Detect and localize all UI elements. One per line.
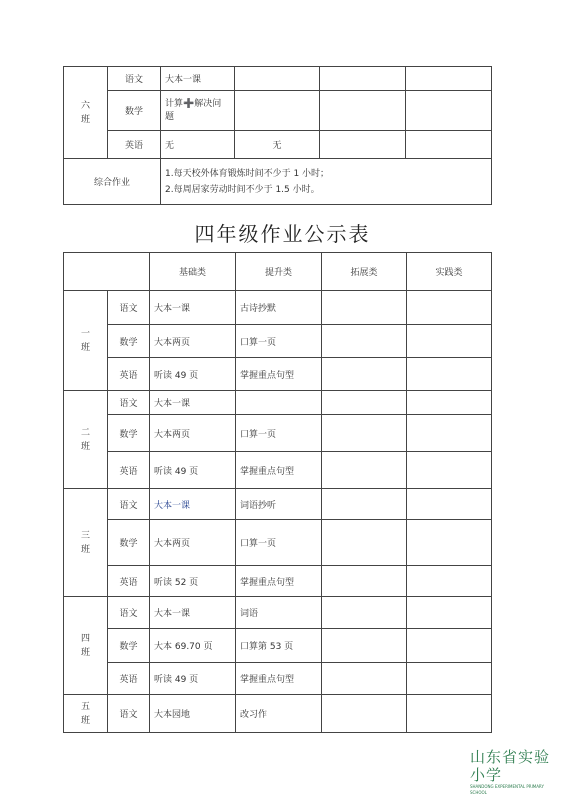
extend-cell xyxy=(322,663,407,695)
table-row xyxy=(64,489,492,520)
practice-cell xyxy=(407,520,492,566)
subject-cell: 英语 xyxy=(108,452,150,489)
header-practice: 实践类 xyxy=(407,253,492,291)
comprehensive-notes xyxy=(161,159,492,205)
improve-cell: 掌握重点句型 xyxy=(236,663,322,695)
improve-cell xyxy=(236,391,322,415)
practice-cell xyxy=(407,629,492,663)
basic-cell: 无 xyxy=(161,131,235,159)
comprehensive-label: 综合作业 xyxy=(64,159,161,205)
subject-cell: 数学 xyxy=(108,91,161,131)
school-logo xyxy=(470,748,562,796)
note-line: 1.每天校外体育锻炼时间不少于 1 小时； xyxy=(165,168,330,179)
basic-cell: 听读 49 页 xyxy=(150,663,236,695)
school-logo-subtitle: SHANDONG EXPERIMENTAL PRIMARY SCHOOL xyxy=(470,784,544,795)
improve-cell: 词语抄听 xyxy=(236,489,322,520)
class-label: 三 班 xyxy=(64,489,108,597)
practice-cell xyxy=(406,67,492,91)
subject-cell: 语文 xyxy=(108,597,150,629)
school-logo-name: 山东省实验小学 xyxy=(470,748,551,784)
basic-cell: 大本两页 xyxy=(150,415,236,452)
basic-cell: 听读 52 页 xyxy=(150,566,236,597)
grade4-homework-table xyxy=(63,252,492,733)
extend-cell xyxy=(322,452,407,489)
table-row xyxy=(64,520,492,566)
subject-cell: 数学 xyxy=(108,629,150,663)
basic-cell: 大本一课 xyxy=(150,291,236,325)
practice-cell xyxy=(407,391,492,415)
practice-cell xyxy=(407,291,492,325)
basic-cell: 大本两页 xyxy=(150,325,236,358)
practice-cell xyxy=(407,325,492,358)
header-extend: 拓展类 xyxy=(322,253,407,291)
improve-cell: 口算一页 xyxy=(236,415,322,452)
header-improve: 提升类 xyxy=(236,253,322,291)
improve-cell: 古诗抄默 xyxy=(236,291,322,325)
basic-cell: 大本一课 xyxy=(161,67,235,91)
table-row xyxy=(64,325,492,358)
practice-cell xyxy=(407,415,492,452)
practice-cell xyxy=(406,91,492,131)
table-row xyxy=(64,629,492,663)
top-homework-table xyxy=(63,66,492,205)
basic-cell: 大本两页 xyxy=(150,520,236,566)
extend-cell xyxy=(322,489,407,520)
improve-cell: 掌握重点句型 xyxy=(236,358,322,391)
extend-cell xyxy=(320,131,406,159)
subject-cell: 数学 xyxy=(108,520,150,566)
improve-cell: 掌握重点句型 xyxy=(236,566,322,597)
table-row xyxy=(64,452,492,489)
improve-cell: 掌握重点句型 xyxy=(236,452,322,489)
header-corner xyxy=(64,253,150,291)
basic-cell: 计算➕解决问题 xyxy=(161,91,235,131)
subject-cell: 英语 xyxy=(108,566,150,597)
improve-cell xyxy=(235,67,320,91)
table-row xyxy=(64,391,492,415)
subject-cell: 英语 xyxy=(108,663,150,695)
subject-cell: 语文 xyxy=(108,695,150,733)
table-row xyxy=(64,663,492,695)
extend-cell xyxy=(320,91,406,131)
improve-cell: 改习作 xyxy=(236,695,322,733)
practice-cell xyxy=(407,597,492,629)
basic-cell: 大本园地 xyxy=(150,695,236,733)
improve-cell: 词语 xyxy=(236,597,322,629)
class-label: 二 班 xyxy=(64,391,108,489)
improve-cell: 口算一页 xyxy=(236,520,322,566)
basic-cell: 大本 69.70 页 xyxy=(150,629,236,663)
extend-cell xyxy=(320,67,406,91)
subject-cell: 语文 xyxy=(108,391,150,415)
practice-cell xyxy=(407,695,492,733)
improve-cell: 口算第 53 页 xyxy=(236,629,322,663)
practice-cell xyxy=(407,452,492,489)
table-row xyxy=(64,291,492,325)
table-row xyxy=(64,597,492,629)
class-label: 五 班 xyxy=(64,695,108,733)
basic-cell: 听读 49 页 xyxy=(150,358,236,391)
extend-cell xyxy=(322,291,407,325)
extend-cell xyxy=(322,325,407,358)
basic-cell: 大本一课 xyxy=(150,391,236,415)
subject-cell: 语文 xyxy=(108,489,150,520)
extend-cell xyxy=(322,566,407,597)
practice-cell xyxy=(407,663,492,695)
basic-cell: 听读 49 页 xyxy=(150,452,236,489)
improve-cell xyxy=(235,91,320,131)
extend-cell xyxy=(322,629,407,663)
subject-cell: 英语 xyxy=(108,358,150,391)
improve-cell: 口算一页 xyxy=(236,325,322,358)
table-row xyxy=(64,358,492,391)
subject-cell: 语文 xyxy=(108,67,161,91)
practice-cell xyxy=(407,566,492,597)
table-row xyxy=(64,415,492,452)
page-title: 四年级作业公示表 xyxy=(194,222,371,246)
subject-cell: 语文 xyxy=(108,291,150,325)
extend-cell xyxy=(322,597,407,629)
improve-cell: 无 xyxy=(235,131,320,159)
practice-cell xyxy=(407,489,492,520)
extend-cell xyxy=(322,695,407,733)
extend-cell xyxy=(322,358,407,391)
extend-cell xyxy=(322,520,407,566)
class-label: 六 班 xyxy=(64,67,108,159)
table-row xyxy=(64,566,492,597)
table-row xyxy=(64,695,492,733)
basic-cell: 大本一课 xyxy=(150,597,236,629)
subject-cell: 数学 xyxy=(108,325,150,358)
class-label: 一 班 xyxy=(64,291,108,391)
subject-cell: 数学 xyxy=(108,415,150,452)
practice-cell xyxy=(406,131,492,159)
extend-cell xyxy=(322,391,407,415)
note-line: 2.每周居家劳动时间不少于 1.5 小时。 xyxy=(165,184,320,195)
subject-cell: 英语 xyxy=(108,131,161,159)
practice-cell xyxy=(407,358,492,391)
header-basic: 基础类 xyxy=(150,253,236,291)
basic-cell: 大本一课 xyxy=(150,489,236,520)
class-label: 四 班 xyxy=(64,597,108,695)
extend-cell xyxy=(322,415,407,452)
